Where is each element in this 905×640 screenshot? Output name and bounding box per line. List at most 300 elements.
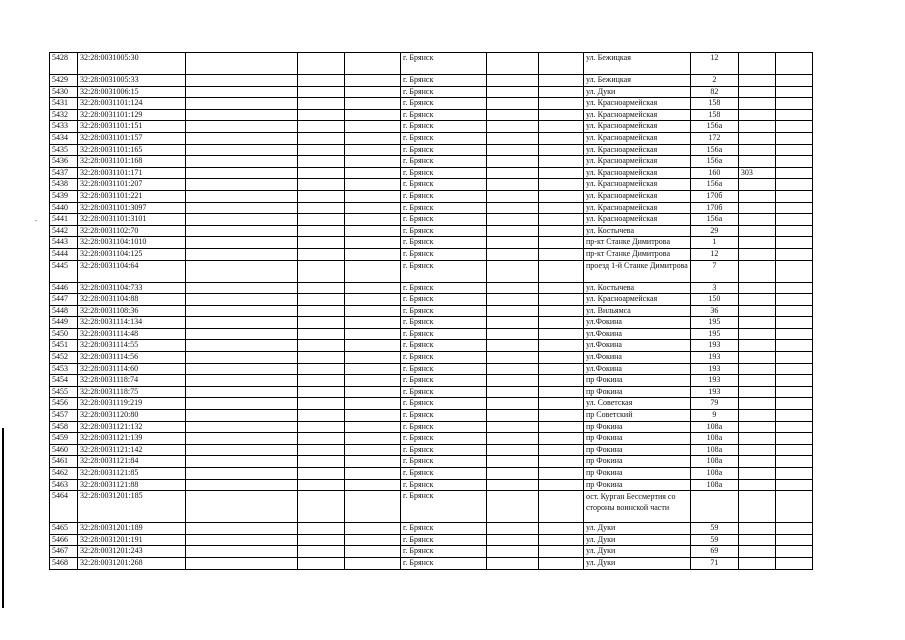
row-number-cell: 5459 (50, 433, 78, 445)
table-row (50, 53, 813, 75)
extra-number-cell (738, 546, 775, 558)
street-cell: ул. Красноармейская (584, 132, 691, 144)
empty-cell (487, 433, 539, 445)
empty-cell (345, 305, 401, 317)
empty-cell (539, 121, 584, 133)
empty-cell (298, 86, 345, 98)
empty-cell (775, 557, 812, 569)
empty-cell (298, 479, 345, 491)
street-cell: ул. Костычева (584, 225, 691, 237)
street-cell: ул. Красноармейская (584, 98, 691, 110)
row-number-cell: 5453 (50, 363, 78, 375)
empty-cell (539, 352, 584, 364)
street-cell: ул. Красноармейская (584, 167, 691, 179)
row-number-cell: 5440 (50, 202, 78, 214)
city-cell: г. Брянск (401, 225, 487, 237)
row-number-cell: 5433 (50, 121, 78, 133)
empty-cell (539, 109, 584, 121)
house-number-cell: 3 (690, 282, 738, 294)
house-number-cell: 156а (690, 144, 738, 156)
row-number-cell: 5436 (50, 156, 78, 168)
empty-cell (186, 468, 298, 480)
street-cell: проезд 1-й Станке Димитрова (584, 260, 691, 282)
empty-cell (186, 328, 298, 340)
empty-cell (298, 237, 345, 249)
empty-cell (487, 248, 539, 260)
empty-cell (487, 75, 539, 87)
empty-cell (298, 144, 345, 156)
city-cell: г. Брянск (401, 456, 487, 468)
row-number-cell: 5450 (50, 328, 78, 340)
empty-cell (487, 317, 539, 329)
cadastral-number-cell: 32:28:0031114:56 (78, 352, 186, 364)
empty-cell (298, 190, 345, 202)
extra-number-cell: 303 (738, 167, 775, 179)
empty-cell (487, 340, 539, 352)
extra-number-cell (738, 202, 775, 214)
house-number-cell: 1 (690, 237, 738, 249)
extra-number-cell (738, 98, 775, 110)
street-cell: ул. Вильямса (584, 305, 691, 317)
street-cell: пр-кт Станке Димитрова (584, 237, 691, 249)
city-cell: г. Брянск (401, 305, 487, 317)
city-cell: г. Брянск (401, 237, 487, 249)
table-row (50, 282, 813, 294)
empty-cell (345, 75, 401, 87)
empty-cell (775, 352, 812, 364)
cadastral-number-cell: 32:28:0031114:134 (78, 317, 186, 329)
empty-cell (186, 433, 298, 445)
empty-cell (345, 167, 401, 179)
street-cell: пр Фокина (584, 375, 691, 387)
house-number-cell: 79 (690, 398, 738, 410)
street-cell: пр Советский (584, 410, 691, 422)
empty-cell (775, 75, 812, 87)
empty-cell (487, 557, 539, 569)
empty-cell (539, 305, 584, 317)
city-cell: г. Брянск (401, 328, 487, 340)
house-number-cell: 170б (690, 202, 738, 214)
extra-number-cell (738, 86, 775, 98)
table-row (50, 202, 813, 214)
empty-cell (186, 491, 298, 523)
extra-number-cell (738, 375, 775, 387)
empty-cell (345, 410, 401, 422)
city-cell: г. Брянск (401, 546, 487, 558)
empty-cell (539, 237, 584, 249)
house-number-cell: 156а (690, 179, 738, 191)
empty-cell (539, 167, 584, 179)
table-row (50, 317, 813, 329)
empty-cell (539, 86, 584, 98)
empty-cell (487, 491, 539, 523)
empty-cell (186, 523, 298, 535)
empty-cell (345, 248, 401, 260)
row-number-cell: 5455 (50, 386, 78, 398)
empty-cell (487, 523, 539, 535)
table-row (50, 444, 813, 456)
row-number-cell: 5464 (50, 491, 78, 523)
empty-cell (487, 237, 539, 249)
street-cell: ул. Красноармейская (584, 179, 691, 191)
empty-cell (539, 98, 584, 110)
empty-cell (539, 75, 584, 87)
empty-cell (186, 352, 298, 364)
empty-cell (539, 546, 584, 558)
table-row (50, 386, 813, 398)
extra-number-cell (738, 433, 775, 445)
row-number-cell: 5431 (50, 98, 78, 110)
cadastral-number-cell: 32:28:0031121:88 (78, 479, 186, 491)
empty-cell (186, 179, 298, 191)
empty-cell (539, 410, 584, 422)
city-cell: г. Брянск (401, 468, 487, 480)
empty-cell (775, 491, 812, 523)
cadastral-number-cell: 32:28:0031121:132 (78, 421, 186, 433)
city-cell: г. Брянск (401, 179, 487, 191)
empty-cell (298, 260, 345, 282)
extra-number-cell (738, 363, 775, 375)
empty-cell (539, 433, 584, 445)
empty-cell (186, 132, 298, 144)
table-row (50, 523, 813, 535)
empty-cell (345, 317, 401, 329)
empty-cell (345, 421, 401, 433)
cadastral-number-cell: 32:28:0031104:733 (78, 282, 186, 294)
empty-cell (775, 237, 812, 249)
empty-cell (539, 132, 584, 144)
street-cell: ул. Дуки (584, 557, 691, 569)
house-number-cell: 82 (690, 86, 738, 98)
empty-cell (487, 53, 539, 75)
empty-cell (775, 444, 812, 456)
empty-cell (487, 132, 539, 144)
street-cell: ул. Красноармейская (584, 294, 691, 306)
cadastral-number-cell: 32:28:0031121:139 (78, 433, 186, 445)
margin-mark: - (35, 218, 38, 225)
extra-number-cell (738, 121, 775, 133)
cadastral-table (49, 52, 813, 570)
table-row (50, 491, 813, 523)
empty-cell (186, 534, 298, 546)
empty-cell (345, 534, 401, 546)
house-number-cell: 172 (690, 132, 738, 144)
cadastral-number-cell: 32:28:0031101:157 (78, 132, 186, 144)
house-number-cell: 156а (690, 214, 738, 226)
street-cell: ул. Дуки (584, 523, 691, 535)
cadastral-number-cell: 32:28:0031104:125 (78, 248, 186, 260)
empty-cell (298, 444, 345, 456)
empty-cell (186, 421, 298, 433)
extra-number-cell (738, 534, 775, 546)
house-number-cell: 170б (690, 190, 738, 202)
empty-cell (345, 468, 401, 480)
city-cell: г. Брянск (401, 294, 487, 306)
house-number-cell: 59 (690, 523, 738, 535)
extra-number-cell (738, 305, 775, 317)
empty-cell (487, 468, 539, 480)
extra-number-cell (738, 421, 775, 433)
empty-cell (487, 444, 539, 456)
row-number-cell: 5446 (50, 282, 78, 294)
empty-cell (186, 456, 298, 468)
empty-cell (487, 156, 539, 168)
empty-cell (775, 260, 812, 282)
cadastral-number-cell: 32:28:0031101:221 (78, 190, 186, 202)
house-number-cell: 156а (690, 121, 738, 133)
empty-cell (345, 444, 401, 456)
street-cell: ул. Дуки (584, 86, 691, 98)
street-cell: ул. Красноармейская (584, 214, 691, 226)
empty-cell (186, 202, 298, 214)
extra-number-cell (738, 352, 775, 364)
city-cell: г. Брянск (401, 248, 487, 260)
cadastral-number-cell: 32:28:0031119:219 (78, 398, 186, 410)
table-row (50, 167, 813, 179)
empty-cell (775, 410, 812, 422)
empty-cell (775, 328, 812, 340)
empty-cell (345, 132, 401, 144)
extra-number-cell (738, 456, 775, 468)
table-row (50, 433, 813, 445)
empty-cell (345, 328, 401, 340)
empty-cell (487, 386, 539, 398)
city-cell: г. Брянск (401, 75, 487, 87)
street-cell: пр Фокина (584, 433, 691, 445)
empty-cell (298, 179, 345, 191)
city-cell: г. Брянск (401, 156, 487, 168)
empty-cell (345, 156, 401, 168)
empty-cell (345, 546, 401, 558)
empty-cell (298, 398, 345, 410)
row-number-cell: 5444 (50, 248, 78, 260)
extra-number-cell (738, 132, 775, 144)
empty-cell (345, 456, 401, 468)
empty-cell (775, 317, 812, 329)
empty-cell (775, 282, 812, 294)
empty-cell (345, 190, 401, 202)
empty-cell (487, 202, 539, 214)
empty-cell (186, 190, 298, 202)
house-number-cell: 108а (690, 444, 738, 456)
extra-number-cell (738, 410, 775, 422)
empty-cell (539, 248, 584, 260)
table-body (50, 53, 813, 570)
house-number-cell: 12 (690, 248, 738, 260)
empty-cell (775, 121, 812, 133)
row-number-cell: 5468 (50, 557, 78, 569)
empty-cell (487, 479, 539, 491)
street-cell: ул. Дуки (584, 534, 691, 546)
empty-cell (345, 523, 401, 535)
empty-cell (487, 282, 539, 294)
street-cell: пр-кт Станке Димитрова (584, 248, 691, 260)
empty-cell (775, 363, 812, 375)
empty-cell (186, 121, 298, 133)
row-number-cell: 5429 (50, 75, 78, 87)
table-row (50, 294, 813, 306)
table-row (50, 375, 813, 387)
table-row (50, 410, 813, 422)
street-cell: пр Фокина (584, 479, 691, 491)
extra-number-cell (738, 491, 775, 523)
extra-number-cell (738, 53, 775, 75)
empty-cell (775, 375, 812, 387)
street-cell: ул. Красноармейская (584, 144, 691, 156)
street-cell: пр Фокина (584, 386, 691, 398)
empty-cell (775, 53, 812, 75)
extra-number-cell (738, 479, 775, 491)
row-number-cell: 5448 (50, 305, 78, 317)
city-cell: г. Брянск (401, 433, 487, 445)
empty-cell (298, 156, 345, 168)
empty-cell (298, 456, 345, 468)
city-cell: г. Брянск (401, 491, 487, 523)
extra-number-cell (738, 237, 775, 249)
empty-cell (345, 225, 401, 237)
empty-cell (775, 433, 812, 445)
empty-cell (186, 225, 298, 237)
city-cell: г. Брянск (401, 202, 487, 214)
table-row (50, 468, 813, 480)
empty-cell (298, 491, 345, 523)
street-cell: ул.Фокина (584, 340, 691, 352)
empty-cell (298, 132, 345, 144)
empty-cell (298, 317, 345, 329)
empty-cell (345, 179, 401, 191)
empty-cell (186, 294, 298, 306)
empty-cell (539, 190, 584, 202)
row-number-cell: 5463 (50, 479, 78, 491)
house-number-cell: 36 (690, 305, 738, 317)
cadastral-number-cell: 32:28:0031114:55 (78, 340, 186, 352)
empty-cell (775, 144, 812, 156)
empty-cell (539, 398, 584, 410)
empty-cell (487, 190, 539, 202)
row-number-cell: 5428 (50, 53, 78, 75)
city-cell: г. Брянск (401, 410, 487, 422)
empty-cell (775, 468, 812, 480)
city-cell: г. Брянск (401, 340, 487, 352)
cadastral-number-cell: 32:28:0031118:75 (78, 386, 186, 398)
table-row (50, 398, 813, 410)
empty-cell (298, 557, 345, 569)
row-number-cell: 5447 (50, 294, 78, 306)
row-number-cell: 5456 (50, 398, 78, 410)
empty-cell (539, 214, 584, 226)
empty-cell (186, 260, 298, 282)
empty-cell (775, 86, 812, 98)
empty-cell (298, 98, 345, 110)
empty-cell (186, 237, 298, 249)
city-cell: г. Брянск (401, 557, 487, 569)
empty-cell (487, 375, 539, 387)
empty-cell (345, 109, 401, 121)
cadastral-number-cell: 32:28:0031121:142 (78, 444, 186, 456)
empty-cell (775, 179, 812, 191)
empty-cell (345, 237, 401, 249)
extra-number-cell (738, 190, 775, 202)
table-row (50, 75, 813, 87)
extra-number-cell (738, 468, 775, 480)
empty-cell (186, 156, 298, 168)
empty-cell (487, 352, 539, 364)
city-cell: г. Брянск (401, 53, 487, 75)
extra-number-cell (738, 317, 775, 329)
row-number-cell: 5449 (50, 317, 78, 329)
empty-cell (775, 248, 812, 260)
cadastral-number-cell: 32:28:0031120:80 (78, 410, 186, 422)
house-number-cell: 2 (690, 75, 738, 87)
empty-cell (298, 410, 345, 422)
extra-number-cell (738, 328, 775, 340)
cadastral-number-cell: 32:28:0031201:189 (78, 523, 186, 535)
empty-cell (298, 546, 345, 558)
house-number-cell: 59 (690, 534, 738, 546)
empty-cell (487, 363, 539, 375)
row-number-cell: 5443 (50, 237, 78, 249)
street-cell: ул.Фокина (584, 317, 691, 329)
empty-cell (775, 98, 812, 110)
empty-cell (487, 398, 539, 410)
city-cell: г. Брянск (401, 214, 487, 226)
street-cell: ул.Фокина (584, 363, 691, 375)
empty-cell (298, 534, 345, 546)
empty-cell (775, 546, 812, 558)
empty-cell (186, 479, 298, 491)
city-cell: г. Брянск (401, 167, 487, 179)
city-cell: г. Брянск (401, 282, 487, 294)
cadastral-number-cell: 32:28:0031101:151 (78, 121, 186, 133)
empty-cell (487, 456, 539, 468)
row-number-cell: 5438 (50, 179, 78, 191)
empty-cell (345, 214, 401, 226)
city-cell: г. Брянск (401, 479, 487, 491)
table-row (50, 109, 813, 121)
empty-cell (539, 421, 584, 433)
empty-cell (775, 225, 812, 237)
table-row (50, 190, 813, 202)
street-cell: ул. Дуки (584, 546, 691, 558)
house-number-cell (690, 491, 738, 523)
empty-cell (298, 363, 345, 375)
empty-cell (539, 468, 584, 480)
empty-cell (298, 75, 345, 87)
empty-cell (487, 421, 539, 433)
empty-cell (298, 202, 345, 214)
empty-cell (298, 214, 345, 226)
city-cell: г. Брянск (401, 386, 487, 398)
house-number-cell: 193 (690, 375, 738, 387)
empty-cell (298, 167, 345, 179)
table-row (50, 179, 813, 191)
house-number-cell: 160 (690, 167, 738, 179)
table-row (50, 121, 813, 133)
street-cell: ул. Красноармейская (584, 156, 691, 168)
city-cell: г. Брянск (401, 523, 487, 535)
city-cell: г. Брянск (401, 534, 487, 546)
row-number-cell: 5439 (50, 190, 78, 202)
empty-cell (487, 328, 539, 340)
cadastral-number-cell: 32:28:0031121:84 (78, 456, 186, 468)
row-number-cell: 5435 (50, 144, 78, 156)
house-number-cell: 108а (690, 421, 738, 433)
empty-cell (539, 534, 584, 546)
city-cell: г. Брянск (401, 86, 487, 98)
empty-cell (539, 386, 584, 398)
row-number-cell: 5430 (50, 86, 78, 98)
empty-cell (298, 294, 345, 306)
